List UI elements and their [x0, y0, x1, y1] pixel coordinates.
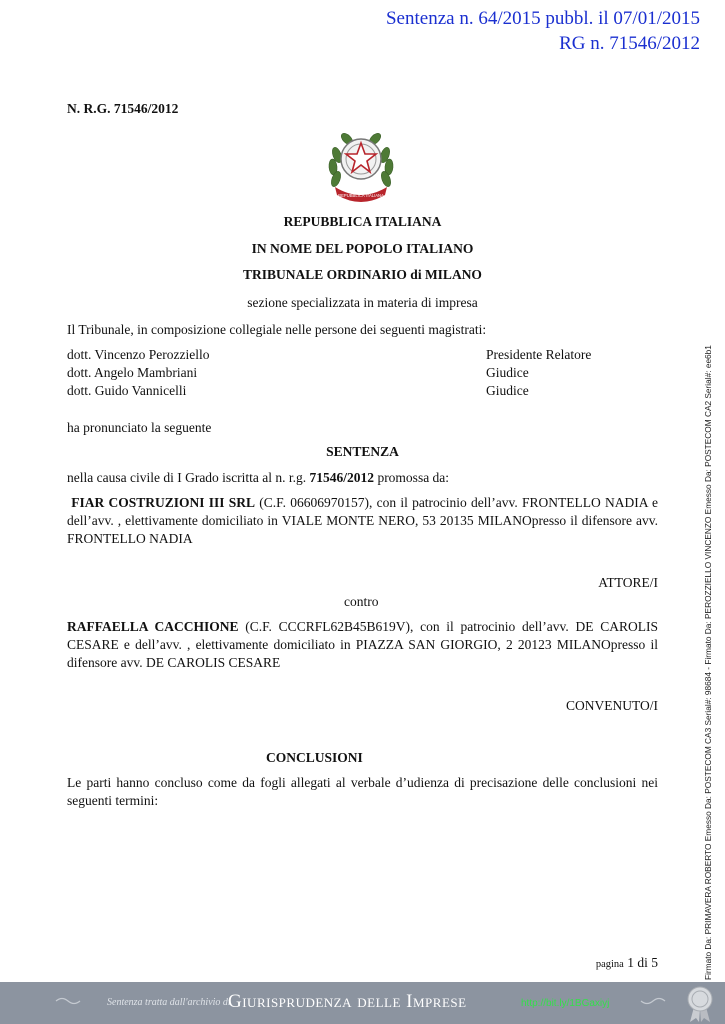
conclusioni-paragraph: Le parti hanno concluso come da fogli allegati al verbale d’udienza di precisazione delle conclusioni nei seguenti termini: [67, 775, 658, 808]
emblem-ribbon-text: REPUBBLICA ITALIANA [338, 193, 384, 198]
defendant-name: RAFFAELLA CACCHIONE [67, 619, 239, 634]
judge-row [67, 364, 658, 382]
convenuto-label: CONVENUTO/I [566, 698, 658, 713]
conclusioni-heading: CONCLUSIONI [266, 750, 363, 765]
attore-label: ATTORE/I [598, 575, 658, 590]
title-republic: REPUBBLICA ITALIANA [283, 214, 442, 229]
judge-name: dott. Vincenzo Perozziello [67, 347, 210, 362]
plaintiff-paragraph [67, 494, 658, 548]
page-number [596, 955, 658, 971]
cause-number: 71546/2012 [309, 470, 375, 485]
judge-name: dott. Angelo Mambriani [67, 365, 198, 380]
document-header [386, 6, 700, 56]
judge-name: dott. Guido Vannicelli [67, 383, 187, 398]
pronounced-line: ha pronunciato la seguente [67, 420, 212, 435]
right-swirl-icon [640, 996, 666, 1006]
rg-number-header: RG n. 71546/2012 [559, 33, 700, 54]
title-tribunal: TRIBUNALE ORDINARIO di MILANO [243, 267, 482, 282]
cause-prefix: nella causa civile di I Grado iscritta al n. r.g. [67, 470, 310, 485]
cause-suffix: promossa da: [374, 470, 450, 485]
cause-line [67, 469, 449, 487]
footer-archive-link[interactable]: http://bit.ly/1BGaxiyj [521, 998, 610, 1009]
title-people: IN NOME DEL POPOLO ITALIANO [251, 241, 474, 256]
page-label: pagina [595, 959, 624, 970]
defendant-paragraph [67, 618, 658, 672]
award-seal-icon [683, 985, 717, 1023]
judge-row [67, 382, 658, 400]
plaintiff-details: (C.F. 06606970157), con il patrocinio dell’avv. FRONTELLO NADIA e dell’avv. , elettivamente domiciliato in VIALE MONTE NERO, 53 20135 MILANOpresso il difensore avv. FRONTELLO NADIA [67, 495, 659, 546]
defendant-details: (C.F. CCCRFL62B45B619V), con il patrocinio dell’avv. DE CAROLIS CESARE e dell’avv. , elettivamente domiciliato in PIAZZA SAN GIORGIO, 2 20123 MILANOpresso il difensore avv. DE CAROLIS CESARE [67, 619, 658, 670]
judge-role: Giudice [486, 365, 529, 380]
intro-paragraph: Il Tribunale, in composizione collegiale nelle persone dei seguenti magistrati: [67, 322, 487, 337]
page-count: 1 di 5 [627, 955, 658, 970]
digital-signature-stamp: Firmato Da: PRIMAVERA ROBERTO Emesso Da: POSTECOM CA3 Serial#: 98684 - Firmato Da: PEROZZIELLO VINCENZO Emesso Da: POSTECOM CA2 Serial#: ee6b1 [703, 345, 713, 980]
sentenza-heading: SENTENZA [326, 444, 399, 459]
judge-row [67, 346, 658, 364]
footer-tagline: Sentenza tratta dall'archivio di [107, 997, 231, 1008]
footer-brand: Giurisprudenza delle Imprese [228, 991, 467, 1012]
section-subtitle: sezione specializzata in materia di impresa [247, 295, 478, 310]
left-swirl-icon [55, 996, 81, 1006]
footer-banner [0, 982, 725, 1024]
italian-republic-emblem-icon [325, 117, 397, 207]
plaintiff-name: FIAR COSTRUZIONI III SRL [71, 495, 256, 510]
contro-label: contro [344, 594, 379, 609]
sentenza-number: Sentenza n. 64/2015 pubbl. il 07/01/2015 [385, 8, 700, 29]
judge-role: Giudice [486, 383, 529, 398]
judges-list [67, 346, 658, 400]
judge-role: Presidente Relatore [486, 347, 592, 362]
rg-label: N. R.G. 71546/2012 [67, 101, 179, 116]
